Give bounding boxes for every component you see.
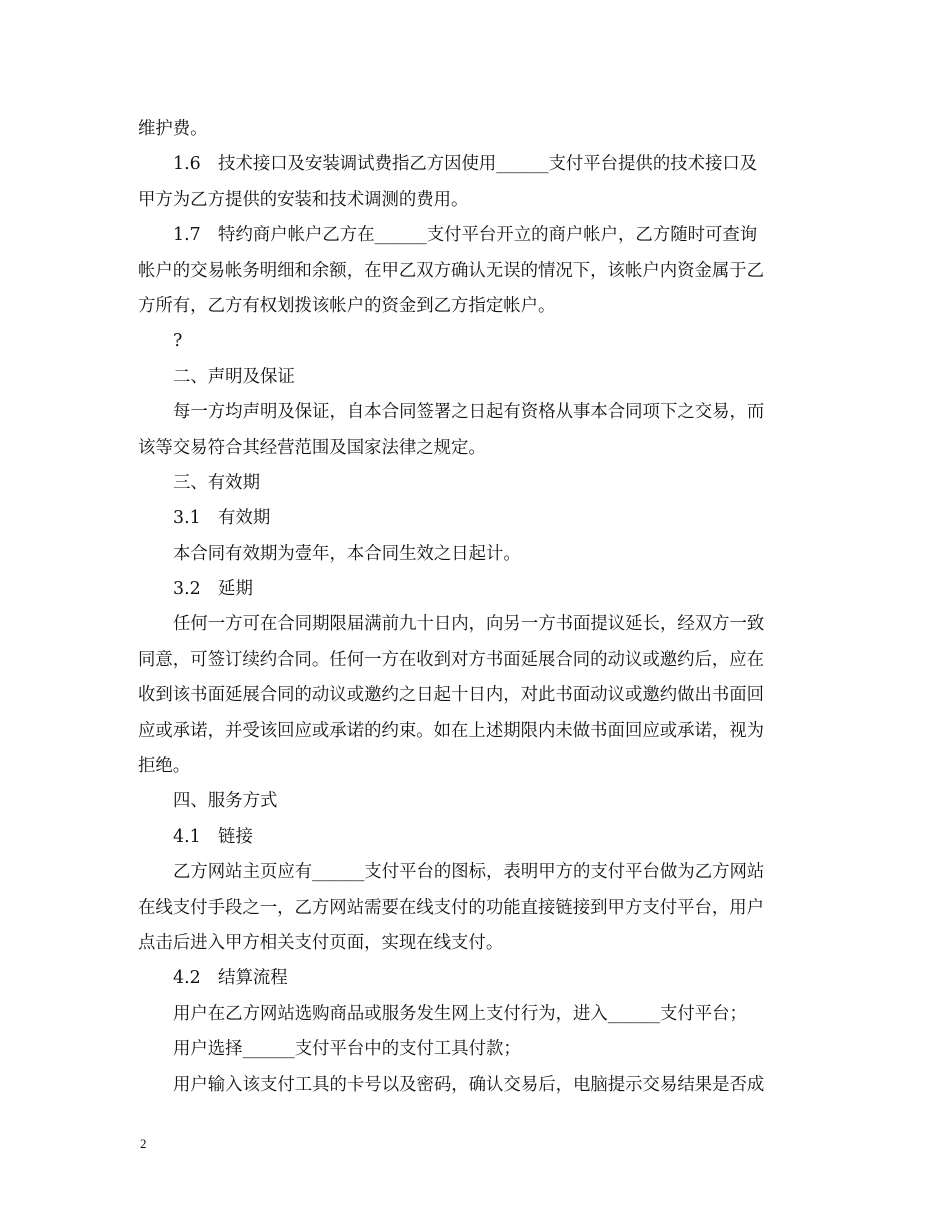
- paragraph-line: 拒绝。: [138, 756, 191, 777]
- paragraph-line: 同意，可签订续约合同。任何一方在收到对方书面延展合同的动议或邀约后，应在: [138, 649, 765, 670]
- paragraph-line: 用户在乙方网站选购商品或服务发生网上支付行为，进入______支付平台；: [173, 1003, 747, 1024]
- section-heading: 二、声明及保证: [173, 366, 295, 387]
- subsection-heading: 4.2 结算流程: [173, 968, 288, 989]
- paragraph-line: 方所有，乙方有权划拨该帐户的资金到乙方指定帐户。: [138, 295, 556, 316]
- contract-body: [138, 112, 814, 1103]
- paragraph-line: 应或承诺，并受该回应或承诺的约束。如在上述期限内未做书面回应或承诺，视为: [138, 720, 765, 741]
- paragraph-line: 维护费。: [138, 119, 208, 139]
- subsection-heading: 3.1 有效期: [173, 508, 271, 529]
- paragraph-line: 用户选择______支付平台中的支付工具付款；: [173, 1039, 521, 1060]
- paragraph-line: 本合同有效期为壹年，本合同生效之日起计。: [173, 543, 521, 564]
- paragraph-line: 乙方网站主页应有______支付平台的图标，表明甲方的支付平台做为乙方网站: [173, 862, 765, 883]
- paragraph-line: 收到该书面延展合同的动议或邀约之日起十日内，对此书面动议或邀约做出书面回: [138, 685, 765, 706]
- section-heading: 三、有效期: [173, 472, 260, 493]
- paragraph-line: 在线支付手段之一，乙方网站需要在线支付的功能直接链接到甲方支付平台，用户: [138, 897, 765, 918]
- paragraph-line: 每一方均声明及保证，自本合同签署之日起有资格从事本合同项下之交易，而: [173, 402, 765, 423]
- paragraph-line: ?: [173, 331, 183, 352]
- paragraph-line: 帐户的交易帐务明细和余额，在甲乙双方确认无误的情况下，该帐户内资金属于乙: [138, 260, 765, 281]
- paragraph-line: 甲方为乙方提供的安装和技术调测的费用。: [138, 189, 469, 210]
- paragraph-line: 用户输入该支付工具的卡号以及密码，确认交易后，电脑提示交易结果是否成: [173, 1074, 765, 1095]
- section-heading: 四、服务方式: [173, 791, 278, 812]
- paragraph-line: 该等交易符合其经营范围及国家法律之规定。: [138, 437, 486, 458]
- paragraph-line: 点击后进入甲方相关支付页面，实现在线支付。: [138, 932, 504, 953]
- page-number: 2: [140, 1136, 147, 1151]
- paragraph-line: 任何一方可在合同期限届满前九十日内，向另一方书面提议延长，经双方一致: [173, 614, 765, 635]
- subsection-heading: 4.1 链接: [173, 826, 253, 847]
- paragraph-line: 1.7 特约商户帐户乙方在______支付平台开立的商户帐户，乙方随时可查询: [173, 225, 758, 246]
- paragraph-line: 1.6 技术接口及安装调试费指乙方因使用______支付平台提供的技术接口及: [173, 154, 758, 175]
- subsection-heading: 3.2 延期: [173, 579, 253, 600]
